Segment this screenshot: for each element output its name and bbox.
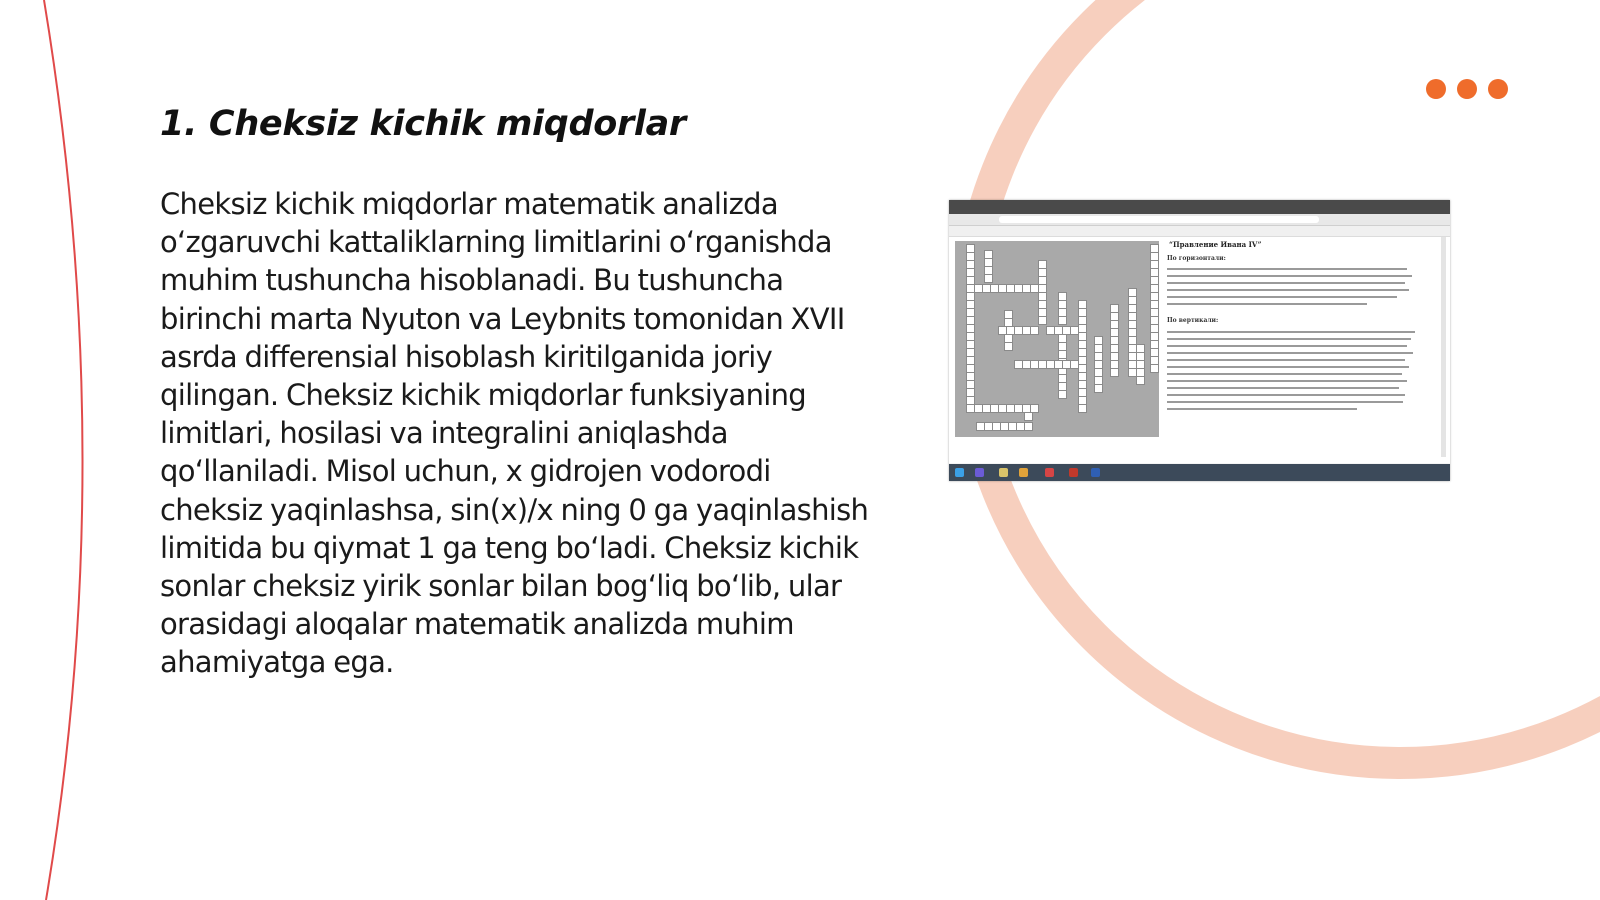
crossword-cell [999,285,1006,292]
document-title: “Правление Ивана IV” [1169,240,1262,249]
crossword-cell [1151,341,1158,348]
clue-line [1167,289,1409,291]
crossword-cell [1151,245,1158,252]
crossword-cell [1005,311,1012,318]
crossword-cell [1137,377,1144,384]
browser-icon [1069,468,1078,477]
clue-line [1167,401,1403,403]
crossword-cell [1023,327,1030,334]
crossword-cell [967,341,974,348]
crossword-cell [1071,361,1078,368]
app-icon [1019,468,1028,477]
crossword-cell [1031,405,1038,412]
crossword-cell [1129,361,1136,368]
crossword-cell [967,293,974,300]
menu-dots [1426,79,1508,99]
crossword-cell [1151,365,1158,372]
crossword-cell [1111,353,1118,360]
crossword-cell [1039,309,1046,316]
crossword-cell [991,405,998,412]
document-scrollbar [1441,237,1446,457]
crossword-cell [1095,385,1102,392]
crossword-cell [1059,293,1066,300]
crossword-cell [1063,327,1070,334]
document-content [949,237,1450,463]
crossword-cell [1039,317,1046,324]
clue-line [1167,387,1399,389]
crossword-cell [1129,353,1136,360]
crossword-cell [967,301,974,308]
crossword-cell [1005,343,1012,350]
crossword-cell [1111,313,1118,320]
left-accent-line [44,0,83,900]
crossword-cell [1059,343,1066,350]
clue-line [1167,394,1405,396]
crossword-cell [1129,297,1136,304]
crossword-cell [1059,317,1066,324]
embedded-screenshot [949,200,1450,481]
clue-line [1167,380,1407,382]
crossword-cell [975,405,982,412]
crossword-cell [967,269,974,276]
word-icon [1091,468,1100,477]
crossword-cell [1015,405,1022,412]
crossword-cell [1079,365,1086,372]
crossword-cell [1007,405,1014,412]
crossword-cell [1079,349,1086,356]
crossword-cell [1039,285,1046,292]
crossword-cell [1111,321,1118,328]
crossword-cell [1129,345,1136,352]
crossword-cell [1079,389,1086,396]
crossword-cell [1071,327,1078,334]
crossword-cell [967,357,974,364]
crossword-cell [1039,293,1046,300]
crossword-cell [1031,327,1038,334]
crossword-cell [967,389,974,396]
clue-line [1167,373,1402,375]
clue-line [1167,408,1357,410]
clue-line [1167,303,1367,305]
crossword-cell [1111,329,1118,336]
crossword-cell [1095,353,1102,360]
crossword-cell [983,405,990,412]
clue-line [1167,359,1405,361]
crossword-cell [1079,333,1086,340]
crossword-cell [967,381,974,388]
crossword-cell [1151,309,1158,316]
heading-down: По вертикали: [1167,317,1219,324]
crossword-cell [1129,289,1136,296]
crossword-cell [967,349,974,356]
crossword-cell [967,373,974,380]
dot-1 [1426,79,1446,99]
crossword-cell [1079,381,1086,388]
crossword-cell [1079,405,1086,412]
crossword-cell [1055,361,1062,368]
crossword-cell [1059,383,1066,390]
crossword-cell [1007,285,1014,292]
crossword-cell [1137,345,1144,352]
crossword-cell [1047,361,1054,368]
crossword-cell [1059,309,1066,316]
crossword-cell [1059,391,1066,398]
crossword-cell [1015,327,1022,334]
crossword-cell [967,245,974,252]
app-icon [1045,468,1054,477]
crossword-cell [1031,285,1038,292]
crossword-cell [967,261,974,268]
crossword-cell [1023,285,1030,292]
crossword-cell [967,325,974,332]
crossword-cell [967,309,974,316]
crossword-cell [967,253,974,260]
start-icon [955,468,964,477]
crossword-cell [1151,269,1158,276]
crossword-cell [1111,361,1118,368]
heading-across: По горизонтали: [1167,255,1226,262]
crossword-cell [1129,305,1136,312]
crossword-cell [977,423,984,430]
crossword-cell [991,285,998,292]
browser-url-bar [949,214,1450,226]
crossword-cell [1137,361,1144,368]
crossword-cell [1151,349,1158,356]
crossword-cell [1095,361,1102,368]
crossword-cell [999,327,1006,334]
crossword-cell [1063,361,1070,368]
crossword-cell [967,365,974,372]
clue-line [1167,338,1411,340]
crossword-cell [1039,361,1046,368]
crossword-cell [1039,269,1046,276]
crossword-grid [955,241,1159,437]
crossword-cell [1095,345,1102,352]
crossword-cell [1039,301,1046,308]
crossword-cell [1151,317,1158,324]
crossword-cell [985,259,992,266]
crossword-cell [975,285,982,292]
app-icon [975,468,984,477]
crossword-cell [1031,361,1038,368]
crossword-cell [1079,309,1086,316]
crossword-cell [1015,361,1022,368]
crossword-cell [999,405,1006,412]
crossword-cell [1111,369,1118,376]
crossword-cell [1129,369,1136,376]
clue-line [1167,282,1405,284]
url-field [999,216,1319,223]
crossword-cell [1059,351,1066,358]
crossword-cell [1151,253,1158,260]
crossword-cell [1039,277,1046,284]
crossword-cell [1059,375,1066,382]
crossword-cell [1111,345,1118,352]
crossword-cell [985,423,992,430]
clue-line [1167,366,1409,368]
clue-line [1167,275,1412,277]
clue-line [1167,345,1407,347]
crossword-cell [1151,285,1158,292]
dot-3 [1488,79,1508,99]
crossword-cell [993,423,1000,430]
crossword-cell [1129,337,1136,344]
crossword-cell [967,285,974,292]
slide-title: 1. Cheksiz kichik miqdorlar [160,104,686,144]
crossword-cell [1079,341,1086,348]
os-taskbar [949,464,1450,481]
crossword-cell [1151,333,1158,340]
crossword-cell [1079,357,1086,364]
crossword-cell [1007,327,1014,334]
crossword-cell [967,397,974,404]
crossword-cell [1095,377,1102,384]
crossword-cell [967,277,974,284]
clue-line [1167,268,1407,270]
clue-line [1167,331,1415,333]
crossword-cell [1001,423,1008,430]
slide-body-text: Cheksiz kichik miqdorlar matematik analizda o‘zgaruvchi kattaliklarning limitlarini o‘rganishda muhim tushuncha hisoblanadi. Bu tushuncha birinchi marta Nyuton va Leybnits tomonidan XVII asrda differensial hisoblash kiritilganida joriy qilingan. Cheksiz kichik miqdorlar funksiyaning limitlari, hosilasi va integralini aniqlashda qo‘llaniladi. Misol uchun, x gidrojen vodorodi cheksiz yaqinlashsa, sin(x)/x ning 0 ga yaqinlashish limitida bu qiymat 1 ga teng bo‘ladi. Cheksiz kichik sonlar cheksiz yirik sonlar bilan bog‘liq bo‘lib, ular orasidagi aloqalar matematik analizda muhim ahamiyatga ega. [160,187,869,680]
crossword-cell [1079,301,1086,308]
crossword-cell [1111,337,1118,344]
crossword-cell [985,275,992,282]
crossword-cell [967,333,974,340]
folder-icon [999,468,1008,477]
crossword-cell [1023,405,1030,412]
crossword-cell [1151,293,1158,300]
crossword-cell [1151,357,1158,364]
crossword-cell [1129,329,1136,336]
crossword-cell [1095,369,1102,376]
browser-tab-bar [949,200,1450,214]
crossword-cell [1129,313,1136,320]
crossword-cell [1079,373,1086,380]
crossword-cell [985,267,992,274]
crossword-cell [1023,361,1030,368]
crossword-cell [1015,285,1022,292]
crossword-cell [1079,325,1086,332]
crossword-cell [1009,423,1016,430]
crossword-cell [1039,261,1046,268]
bookmarks-bar [949,226,1450,237]
clue-line [1167,352,1413,354]
dot-2 [1457,79,1477,99]
crossword-cell [1005,319,1012,326]
crossword-cell [1137,369,1144,376]
crossword-cell [1079,397,1086,404]
crossword-cell [1017,423,1024,430]
crossword-cell [967,405,974,412]
crossword-cell [967,317,974,324]
crossword-cell [1059,301,1066,308]
crossword-cell [1059,367,1066,374]
crossword-cell [1047,327,1054,334]
crossword-cell [1095,337,1102,344]
crossword-cell [1025,413,1032,420]
clue-line [1167,296,1397,298]
crossword-cell [1005,335,1012,342]
crossword-cell [1151,261,1158,268]
crossword-cell [1025,423,1032,430]
crossword-cell [985,251,992,258]
crossword-cell [1055,327,1062,334]
crossword-cell [1151,277,1158,284]
crossword-cell [1059,335,1066,342]
crossword-cell [1129,321,1136,328]
crossword-cell [983,285,990,292]
crossword-cell [1079,317,1086,324]
crossword-cell [1137,353,1144,360]
crossword-cell [1151,325,1158,332]
crossword-cell [1111,305,1118,312]
crossword-cell [1151,301,1158,308]
